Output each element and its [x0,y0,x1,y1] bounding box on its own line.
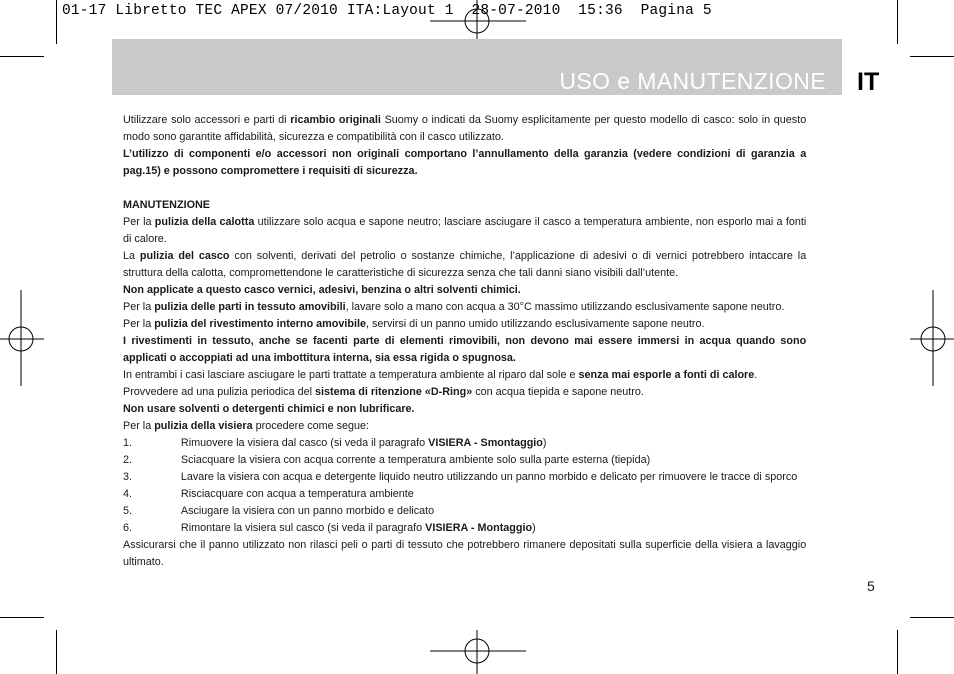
page-body [123,112,806,571]
list-item: 5. Asciugare la visiera con un panno morbido e delicato [123,505,435,517]
section-header-banner [112,39,842,95]
print-slug-line: 01-17 Libretto TEC APEX 07/2010 ITA:Layout 1 28-07-2010 15:36 Pagina 5 [62,3,712,19]
registration-mark-top [430,0,526,40]
crop-mark-bottom-left-v [56,630,57,674]
intro-paragraph: Utilizzare solo accessori e parti di ricambio originali Suomy o indicati da Suomy esplicitamente per questo modello di casco: solo in questo modo sono garantite affidabilità, sicurezza e compatibilità con il casco utilizzato. [123,114,807,143]
crop-mark-top-left-v [56,0,57,44]
language-code: IT [857,68,880,96]
crop-mark-top-left-h [0,56,44,57]
helmet-cleaning-paragraph: La pulizia del casco con solventi, derivati del petrolio o sostanze chimiche, l’applicazione di adesivi o di vernici potrebbero intaccare la struttura della calotta, compromettendone le caratteristiche di sicurezza senza che tali danni siano visibili dall’utente. [123,250,807,279]
maintenance-heading: MANUTENZIONE [123,199,210,211]
no-lubricants-warning: Non usare solventi o detergenti chimici e non lubrificare. [123,403,415,415]
visor-cleaning-intro: Per la pulizia della visiera procedere come segue: [123,420,370,432]
immersion-warning: I rivestimenti in tessuto, anche se facenti parte di elementi rimovibili, non devono mai essere immersi in acqua quando sono applicati o accoppiati ad una imbottitura interna, sia essa rigida o spugnosa. [123,335,807,364]
no-solvents-warning: Non applicate a questo casco vernici, adesivi, benzina o altri solventi chimici. [123,284,521,296]
list-item: 4. Risciacquare con acqua a temperatura ambiente [123,488,414,500]
crop-mark-bottom-left-h [0,617,44,618]
page-number: 5 [867,578,875,594]
crop-mark-top-right-h [910,56,954,57]
registration-mark-bottom [430,630,526,674]
crop-mark-bottom-right-h [910,617,954,618]
list-item: 2. Sciacquare la visiera con acqua corrente a temperatura ambiente solo sulla parte esterna (tiepida) [123,454,651,466]
warranty-warning: L’utilizzo di componenti e/o accessori non originali comportano l’annullamento della garanzia (vedere condizioni di garanzia a pag.15) e possono compromettere i requisiti di sicurezza. [123,148,807,177]
crop-mark-bottom-right-v [897,630,898,674]
inner-lining-paragraph: Per la pulizia del rivestimento interno amovibile, servirsi di un panno umido utilizzando esclusivamente sapone neutro. [123,318,705,330]
list-item: 3. Lavare la visiera con acqua e detergente liquido neutro utilizzando un panno morbido e delicato per rimuovere le tracce di sporco [123,471,798,483]
registration-mark-right [910,290,954,386]
list-item: 1. Rimuovere la visiera dal casco (si veda il paragrafo VISIERA - Smontaggio) [123,437,547,449]
list-item: 6. Rimontare la visiera sul casco (si veda il paragrafo VISIERA - Montaggio) [123,522,536,534]
registration-mark-left [0,290,44,386]
visor-cleaning-steps [123,435,806,537]
fabric-parts-paragraph: Per la pulizia delle parti in tessuto amovibili, lavare solo a mano con acqua a 30°C massimo utilizzando esclusivamente sapone neutro. [123,301,785,313]
crop-mark-top-right-v [897,0,898,44]
drying-paragraph: In entrambi i casi lasciare asciugare le parti trattate a temperatura ambiente al riparo dal sole e senza mai esporle a fonti di calore. [123,369,758,381]
d-ring-paragraph: Provvedere ad una pulizia periodica del sistema di ritenzione «D-Ring» con acqua tiepida e sapone neutro. [123,386,644,398]
section-title: USO e MANUTENZIONE [559,68,826,94]
shell-cleaning-paragraph: Per la pulizia della calotta utilizzare solo acqua e sapone neutro; lasciare asciugare il casco a temperatura ambiente, non esporlo mai a fonti di calore. [123,216,807,245]
closing-paragraph: Assicurarsi che il panno utilizzato non rilasci peli o parti di tessuto che potrebbero rimanere depositati sulla superficie della visiera a lavaggio ultimato. [123,539,807,568]
